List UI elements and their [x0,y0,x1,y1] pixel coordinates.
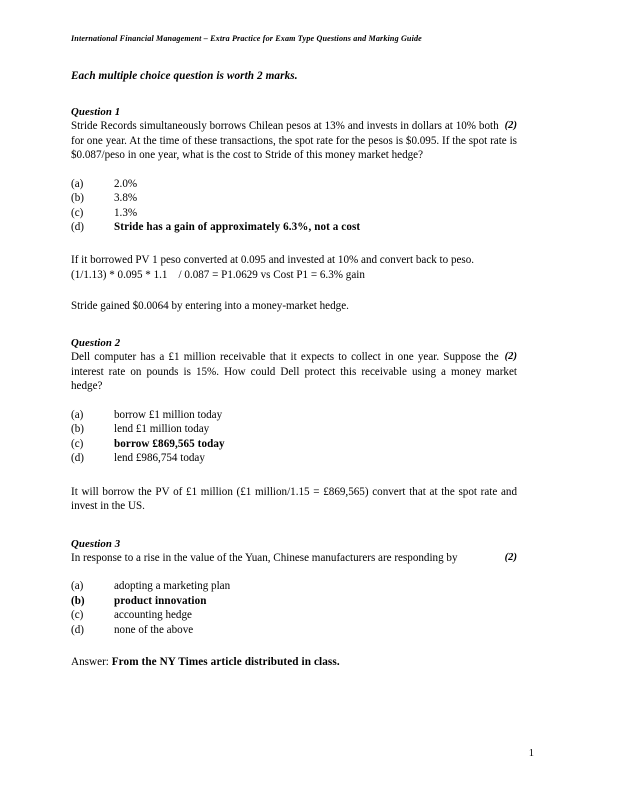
option-text: borrow £869,565 today [114,437,225,450]
question-2-title: Question 2 [71,337,121,350]
question-1-title: Question 1 [71,106,121,118]
option-label: (c) [71,437,84,450]
option-row[interactable] [71,623,517,637]
lead-instruction: Each multiple choice question is worth 2 marks. [71,70,298,82]
option-label: (b) [71,423,84,436]
option-text: Stride has a gain of approximately 6.3%, not a cost [114,221,361,233]
question-3-body-wrap [71,551,517,566]
question-3-body: In response to a rise in the value of the Yuan, Chinese manufacturers are responding by [71,551,458,564]
option-row-selected[interactable] [71,220,517,234]
question-1-options [71,177,517,235]
option-text: none of the above [114,623,194,636]
question-3-title: Question 3 [71,537,121,550]
option-label: (d) [71,623,84,636]
question-1-explanation-line-1: If it borrowed PV 1 peso converted at 0.095 and invested at 10% and convert back to peso. [71,254,475,267]
question-2-body: Dell computer has a £1 million receivable that it expects to collect in one year. Suppose the interest rate on pounds is 15%. How could Dell protect this receivable using a money market hedge? [71,351,517,393]
option-text: 1.3% [114,206,138,219]
option-label: (d) [71,452,84,465]
option-text: accounting hedge [114,609,192,622]
final-answer-line [71,656,517,668]
question-1-explanation-line-3: Stride gained $0.0064 by entering into a money-market hedge. [71,299,349,312]
question-1-marks: (2) [504,120,517,131]
question-3-options [71,579,517,637]
option-label: (d) [71,221,84,233]
option-label: (a) [71,580,84,593]
document-header: International Financial Management – Extra Practice for Exam Type Questions and Marking Guide [71,34,422,43]
final-answer-text: From the NY Times article distributed in class. [111,656,340,668]
question-2-marks: (2) [504,351,517,363]
option-label: (c) [71,609,84,622]
question-2-options [71,408,517,466]
option-row[interactable] [71,408,517,422]
option-row[interactable] [71,579,517,593]
option-text: lend £1 million today [114,423,210,436]
option-row[interactable] [71,177,517,191]
option-row[interactable] [71,422,517,436]
question-1-body: Stride Records simultaneously borrows Chilean pesos at 13% and invests in dollars at 10% both for one year. At the time of these transactions, the spot rate for the pesos is $0.095. If the spot rate is $0.087/peso in one year, what is the cost to Stride of this money market hedge? [71,120,517,162]
document-content [71,33,517,668]
option-row-selected[interactable] [71,594,517,608]
option-text: lend £986,754 today [114,452,205,465]
option-text: adopting a marketing plan [114,580,231,593]
question-1-body-wrap [71,119,517,163]
question-1-explanation-line-2: (1/1.13) * 0.095 * 1.1 / 0.087 = P1.0629 vs Cost P1 = 6.3% gain [71,269,365,281]
page-number: 1 [528,748,534,759]
option-text: 2.0% [114,177,138,190]
option-label: (b) [71,594,85,607]
final-answer-prefix: Answer: [71,656,112,668]
option-row[interactable] [71,206,517,220]
option-row[interactable] [71,451,517,465]
question-3-marks: (2) [504,551,517,563]
question-2-body-wrap [71,350,517,394]
option-label: (a) [71,177,84,190]
option-label: (b) [71,192,84,205]
option-text: product innovation [114,594,207,607]
option-row[interactable] [71,191,517,205]
option-row-selected[interactable] [71,437,517,451]
option-label: (a) [71,408,84,421]
option-row[interactable] [71,608,517,622]
question-2-explanation-line-1: It will borrow the PV of £1 million (£1 million/1.15 = £869,565) convert that at the spot rate and invest in the US. [71,485,517,513]
option-text: borrow £1 million today [114,408,223,421]
option-label: (c) [71,206,84,219]
option-text: 3.8% [114,192,138,205]
